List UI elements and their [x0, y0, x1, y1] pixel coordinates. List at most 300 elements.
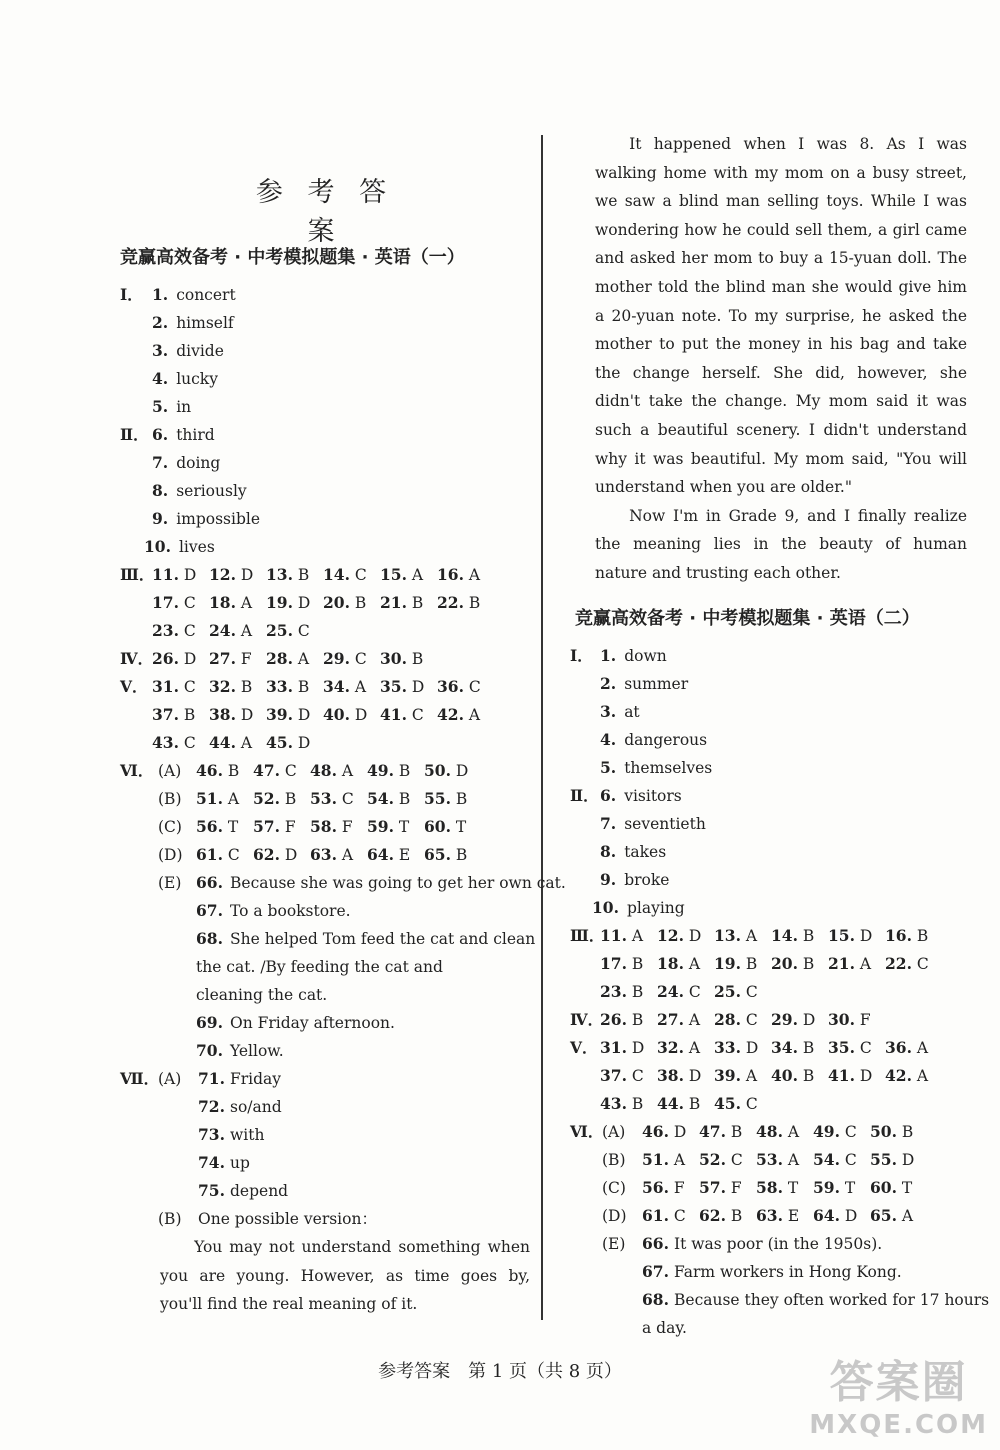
question-number: 69. [196, 1013, 223, 1032]
answer-letter: C [354, 650, 367, 668]
choice-answer [310, 785, 354, 813]
answer-text: third [176, 426, 215, 444]
choice-answer [756, 1174, 798, 1202]
question-number: 53. [310, 789, 337, 808]
question-number: 16. [437, 565, 464, 584]
answer-text: themselves [624, 758, 713, 777]
answer-row [120, 337, 540, 365]
question-number: 17. [152, 593, 179, 612]
section-heading: 竞赢高效备考 · 中考模拟题集 · 英语（一） [120, 247, 465, 268]
answer-entry [152, 393, 191, 421]
question-number: 29. [771, 1009, 798, 1029]
question-number: 48. [310, 761, 337, 780]
answer-letter: C [354, 566, 367, 584]
choice-answer [657, 1006, 700, 1034]
question-number: 36. [437, 677, 464, 696]
question-number: 56. [196, 817, 223, 836]
answer-row [120, 645, 540, 673]
answer-letter: D [859, 926, 873, 945]
question-number: 40. [771, 1065, 798, 1085]
answer-letter: B [398, 790, 411, 808]
choice-answer [253, 841, 297, 869]
question-number: 15. [380, 565, 407, 584]
question-number: 21. [828, 953, 855, 973]
choice-answer [253, 757, 297, 785]
answer-letter: D [354, 706, 368, 724]
answer-letter: B [730, 1206, 743, 1225]
question-number: 14. [771, 925, 798, 945]
choice-answer [756, 1146, 799, 1174]
answer-letter: T [455, 818, 467, 836]
question-number: 24. [209, 621, 236, 640]
answer-text: depend [230, 1182, 289, 1200]
choice-answer [380, 673, 424, 701]
question-number: 3. [152, 341, 169, 360]
answer-row [120, 1121, 540, 1149]
choice-answer [323, 645, 367, 673]
answer-entry [152, 449, 220, 477]
question-number: 26. [600, 1009, 627, 1029]
choice-answer [714, 1034, 758, 1062]
answer-row [120, 421, 540, 449]
choice-answer [756, 1202, 799, 1230]
question-number: 73. [198, 1125, 225, 1144]
answer-text: concert [176, 286, 236, 304]
choice-answer [380, 561, 423, 589]
essay-paragraph: You may not understand something when you are young. However, as time goes by, you'll find the real meaning of it. [160, 1238, 530, 1314]
question-number: 22. [885, 953, 912, 973]
answer-entry [144, 533, 215, 561]
choice-answer [152, 589, 196, 617]
choice-answer [152, 701, 195, 729]
answer-row [120, 1009, 540, 1037]
answer-row [120, 1037, 540, 1065]
answer-letter: B [802, 1066, 815, 1085]
section-numeral: Ⅱ． [120, 425, 149, 444]
answer-row [120, 953, 540, 981]
choice-answer [323, 561, 367, 589]
choice-answer [642, 1174, 685, 1202]
answer-row [120, 981, 540, 1009]
choice-answer [600, 978, 643, 1006]
question-number: 6. [600, 785, 617, 805]
section-numeral: Ⅶ． [120, 1069, 160, 1088]
answer-entry [600, 782, 682, 810]
question-number: 8. [152, 481, 169, 500]
answer-entry [600, 866, 669, 894]
answer-row [570, 1202, 980, 1230]
answer-row [570, 1230, 980, 1258]
question-number: 12. [209, 565, 236, 584]
part-label: (B) [158, 790, 182, 808]
answer-text: so/and [230, 1098, 282, 1116]
answer-row [570, 698, 980, 726]
question-number: 64. [813, 1205, 840, 1225]
question-number: 51. [642, 1149, 669, 1169]
question-number: 45. [266, 733, 293, 752]
choice-answer [771, 1062, 814, 1090]
answer-letter: A [688, 1038, 701, 1057]
question-number: 30. [828, 1009, 855, 1029]
question-number: 41. [380, 705, 407, 724]
answer-letter: A [859, 954, 872, 973]
answer-text: in [176, 398, 192, 416]
answer-text: visitors [624, 786, 682, 805]
answer-letter: A [240, 734, 253, 752]
question-number: 23. [600, 981, 627, 1001]
answer-row [570, 1258, 980, 1286]
question-number: 44. [209, 733, 236, 752]
question-number: 5. [152, 397, 169, 416]
answer-letter: C [745, 1094, 758, 1113]
answer-letter: C [631, 1066, 644, 1085]
choice-answer [771, 1006, 815, 1034]
answer-row [120, 561, 540, 589]
question-number: 50. [870, 1121, 897, 1141]
answer-letter: C [745, 982, 758, 1001]
answer-letter: F [673, 1178, 685, 1197]
answer-text: Because she was going to get her own cat. [230, 874, 566, 892]
answer-letter: D [844, 1206, 858, 1225]
answer-letter: C [844, 1122, 857, 1141]
choice-answer [699, 1118, 742, 1146]
answer-row [120, 1177, 540, 1205]
question-number: 55. [424, 789, 451, 808]
answer-letter: T [901, 1178, 913, 1197]
answer-letter: C [916, 954, 929, 973]
question-number: 32. [209, 677, 236, 696]
answer-letter: D [455, 762, 469, 780]
choice-answer [813, 1118, 857, 1146]
choice-answer [367, 757, 410, 785]
choice-answer [885, 1034, 928, 1062]
answer-letter: D [297, 734, 311, 752]
answer-letter: B [468, 594, 481, 612]
answer-letter: T [844, 1178, 856, 1197]
question-number: 9. [152, 509, 169, 528]
question-number: 13. [266, 565, 293, 584]
choice-answer [813, 1174, 855, 1202]
answer-entry [600, 754, 712, 782]
answer-entry [152, 337, 224, 365]
answer-letter: D [297, 706, 311, 724]
question-number: 42. [885, 1065, 912, 1085]
choice-answer [266, 673, 309, 701]
answer-row [120, 533, 540, 561]
answer-entry [152, 505, 260, 533]
question-number: 13. [714, 925, 741, 945]
choice-answer [642, 1202, 686, 1230]
question-number: 40. [323, 705, 350, 724]
question-number: 25. [266, 621, 293, 640]
choice-answer [209, 645, 252, 673]
question-number: 32. [657, 1037, 684, 1057]
section-numeral: Ⅴ． [120, 677, 148, 696]
choice-answer [424, 757, 468, 785]
question-number: 10. [592, 897, 619, 917]
question-number: 48. [756, 1121, 783, 1141]
choice-answer [813, 1146, 857, 1174]
answer-row [570, 670, 980, 698]
answer-row [570, 1006, 980, 1034]
choice-answer [196, 841, 240, 869]
answer-letter: B [631, 1094, 644, 1113]
answer-row [570, 978, 980, 1006]
answer-letter: A [240, 622, 253, 640]
answer-letter: B [297, 678, 310, 696]
answer-text: seventieth [624, 814, 706, 833]
question-number: 72. [198, 1097, 225, 1116]
choice-answer [885, 950, 929, 978]
question-number: 3. [600, 701, 617, 721]
section-numeral: Ⅵ． [570, 1121, 604, 1141]
answer-row [570, 642, 980, 670]
answer-row [120, 785, 540, 813]
question-number: 60. [424, 817, 451, 836]
answer-letter: A [673, 1150, 686, 1169]
choice-answer [771, 922, 814, 950]
question-number: 28. [714, 1009, 741, 1029]
answer-row [570, 726, 980, 754]
answer-text: down [624, 646, 667, 665]
question-number: 27. [657, 1009, 684, 1029]
part-label: (A) [158, 762, 182, 780]
question-number: 20. [771, 953, 798, 973]
answer-row [570, 1034, 980, 1062]
answer-row [120, 589, 540, 617]
question-number: 62. [253, 845, 280, 864]
choice-answer [828, 1034, 872, 1062]
section-numeral: I． [570, 645, 593, 665]
question-number: 49. [367, 761, 394, 780]
answer-row [120, 729, 540, 757]
part-label: (E) [602, 1234, 626, 1253]
question-number: 25. [714, 981, 741, 1001]
answer-text: playing [626, 898, 685, 917]
answer-row [570, 810, 980, 838]
choice-answer [437, 701, 480, 729]
answer-row [570, 950, 980, 978]
choice-answer [437, 561, 480, 589]
answer-letter: A [745, 1066, 758, 1085]
answer-letter: A [916, 1038, 929, 1057]
question-number: 42. [437, 705, 464, 724]
question-number: 54. [813, 1149, 840, 1169]
choice-answer [657, 922, 701, 950]
choice-answer [367, 813, 409, 841]
question-number: 70. [196, 1041, 223, 1060]
question-number: 46. [196, 761, 223, 780]
question-number: 19. [266, 593, 293, 612]
choice-answer [600, 1006, 643, 1034]
answer-entry [600, 698, 640, 726]
choice-answer [756, 1118, 799, 1146]
choice-answer [600, 1090, 643, 1118]
choice-answer [266, 645, 309, 673]
question-number: 4. [152, 369, 169, 388]
choice-answer [209, 561, 253, 589]
answer-letter: C [730, 1150, 743, 1169]
watermark-logo-text: 答案圈 [829, 1357, 968, 1408]
answer-text: Farm workers in Hong Kong. [674, 1262, 902, 1281]
question-number: 9. [600, 869, 617, 889]
part-label: (B) [602, 1150, 626, 1169]
answer-letter: D [411, 678, 425, 696]
answer-letter: B [916, 926, 929, 945]
answer-letter: A [916, 1066, 929, 1085]
question-number: 27. [209, 649, 236, 668]
answer-letter: B [411, 650, 424, 668]
choice-answer [209, 701, 253, 729]
answer-text: To a bookstore. [230, 902, 351, 920]
answer-row [570, 1286, 990, 1314]
choice-answer [323, 673, 366, 701]
question-number: 34. [771, 1037, 798, 1057]
answer-row [120, 701, 540, 729]
choice-answer [253, 785, 296, 813]
choice-answer [209, 729, 252, 757]
answer-letter: C [844, 1150, 857, 1169]
answer-row [120, 1205, 540, 1233]
question-number: 50. [424, 761, 451, 780]
question-number: 54. [367, 789, 394, 808]
part-label: (C) [158, 818, 182, 836]
question-number: 2. [600, 673, 617, 693]
answer-text: lucky [176, 370, 218, 388]
choice-answer [600, 1034, 644, 1062]
part-label: (C) [602, 1178, 626, 1197]
choice-answer [367, 785, 410, 813]
question-number: 2. [152, 313, 169, 332]
question-number: 19. [714, 953, 741, 973]
answer-row [120, 841, 540, 869]
choice-answer [657, 978, 701, 1006]
question-number: 12. [657, 925, 684, 945]
question-number: 74. [198, 1153, 225, 1172]
choice-answer [266, 617, 310, 645]
choice-answer [813, 1202, 857, 1230]
question-number: 28. [266, 649, 293, 668]
answer-letter: C [411, 706, 424, 724]
right-column [570, 130, 990, 1342]
answer-entry [600, 642, 667, 670]
section-heading: 竞赢高效备考 · 中考模拟题集 · 英语（二） [575, 607, 920, 629]
choice-answer [253, 813, 296, 841]
question-number: 45. [714, 1093, 741, 1113]
answer-row [120, 477, 540, 505]
choice-answer [380, 701, 424, 729]
answer-text: at [624, 702, 640, 721]
answer-letter: E [787, 1206, 800, 1225]
answer-text: lives [178, 538, 215, 556]
answer-text: impossible [176, 510, 261, 528]
choice-answer [771, 1034, 814, 1062]
question-number: 67. [642, 1261, 669, 1281]
answer-entry [152, 365, 218, 393]
part-label: (E) [158, 874, 182, 892]
answer-letter: T [227, 818, 239, 836]
section-numeral: Ⅲ． [570, 925, 605, 945]
question-number: 11. [152, 565, 179, 584]
answer-letter: B [455, 790, 468, 808]
section-numeral: Ⅳ． [570, 1009, 604, 1029]
question-number: 49. [813, 1121, 840, 1141]
answer-letter: D [859, 1066, 873, 1085]
answer-text: with [230, 1126, 265, 1144]
choice-answer [437, 589, 480, 617]
answer-letter: B [284, 790, 297, 808]
question-number: 56. [642, 1177, 669, 1197]
question-number: 33. [266, 677, 293, 696]
answer-letter: A [341, 846, 354, 864]
part-label: (A) [602, 1122, 626, 1141]
answer-entry [600, 810, 706, 838]
answer-letter: C [183, 622, 196, 640]
question-number: 43. [600, 1093, 627, 1113]
answer-letter: D [240, 706, 254, 724]
question-number: 7. [152, 453, 169, 472]
answer-text: up [230, 1154, 250, 1172]
question-number: 7. [600, 813, 617, 833]
question-number: 47. [699, 1121, 726, 1141]
answer-row [120, 813, 540, 841]
choice-answer [310, 813, 353, 841]
answer-letter: C [688, 982, 701, 1001]
question-number: 43. [152, 733, 179, 752]
question-number: 29. [323, 649, 350, 668]
answer-row [120, 897, 540, 925]
question-number: 20. [323, 593, 350, 612]
answer-row [570, 866, 980, 894]
answer-row [120, 505, 540, 533]
answer-text: divide [176, 342, 224, 360]
answer-entry [152, 309, 234, 337]
question-number: 39. [714, 1065, 741, 1085]
question-number: 18. [209, 593, 236, 612]
section-numeral: Ⅱ． [570, 785, 599, 805]
question-number: 55. [870, 1149, 897, 1169]
part-label: (D) [602, 1206, 627, 1225]
page-footer: 参考答案 第 1 页（共 8 页） [378, 1361, 622, 1382]
choice-answer [152, 617, 196, 645]
answer-entry [152, 477, 247, 505]
question-number: 63. [310, 845, 337, 864]
question-number: 10. [144, 537, 171, 556]
answer-letter: C [183, 734, 196, 752]
question-number: 16. [885, 925, 912, 945]
question-number: 8. [600, 841, 617, 861]
answer-letter: D [688, 926, 702, 945]
choice-answer [152, 729, 196, 757]
choice-answer [714, 1062, 757, 1090]
answer-letter: B [901, 1122, 914, 1141]
question-number: 65. [424, 845, 451, 864]
answer-row [120, 617, 540, 645]
choice-answer [310, 841, 353, 869]
question-number: 58. [756, 1177, 783, 1197]
choice-answer [714, 1006, 758, 1034]
section-numeral: Ⅳ． [120, 649, 154, 668]
question-number: 6. [152, 425, 169, 444]
answer-letter: A [787, 1150, 800, 1169]
answer-letter: A [468, 706, 481, 724]
answer-letter: D [183, 566, 197, 584]
essay-paragraph: Now I'm in Grade 9, and I finally realize the meaning lies in the beauty of human nature and trusting each other. [595, 506, 967, 582]
answer-text: takes [624, 842, 667, 861]
choice-answer [828, 950, 871, 978]
question-number: 35. [828, 1037, 855, 1057]
question-number: 52. [253, 789, 280, 808]
